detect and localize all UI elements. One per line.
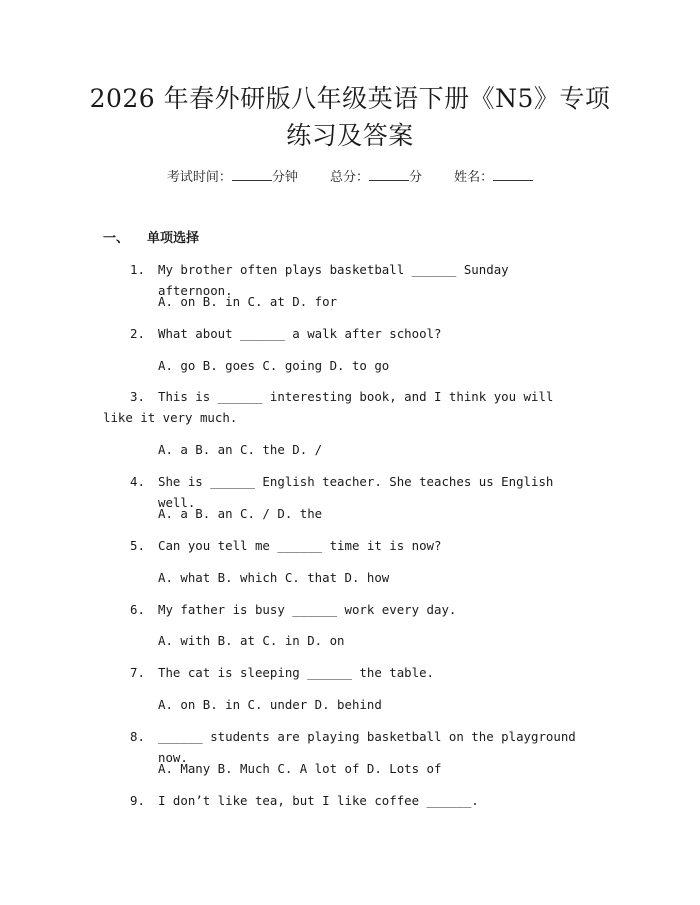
question-number: 4.	[130, 474, 145, 489]
question-5	[103, 535, 583, 556]
question-text: Can you tell me ______ time it is now?	[158, 538, 442, 553]
exam-time-label: 考试时间：	[166, 170, 232, 185]
question-1-options: A. on B. in C. at D. for	[158, 294, 338, 309]
question-5-options: A. what B. which C. that D. how	[158, 570, 390, 585]
question-text: My father is busy ______ work every day.	[158, 602, 457, 617]
document-title-line-1: 2026 年春外研版八年级英语下册《N5》专项	[89, 84, 611, 113]
student-name-blank	[493, 168, 533, 181]
question-number: 5.	[130, 538, 145, 553]
question-6	[103, 599, 583, 620]
question-text: ______ students are playing basketball on the playground now.	[158, 729, 576, 765]
question-number: 1.	[130, 262, 145, 277]
total-score-blank	[369, 168, 409, 181]
document-title-line-2: 练习及答案	[286, 121, 414, 150]
question-number: 2.	[130, 326, 145, 341]
question-number: 6.	[130, 602, 145, 617]
question-2	[103, 323, 583, 344]
question-2-options: A. go B. goes C. going D. to go	[158, 358, 390, 373]
question-text: This is ______ interesting book, and I think you will like it very much.	[103, 389, 554, 425]
exam-info-line	[0, 168, 700, 188]
question-3	[103, 386, 583, 428]
section-number: 一、	[103, 231, 130, 246]
exam-time-blank	[232, 168, 272, 181]
question-number: 8.	[130, 729, 145, 744]
total-score-label: 总分：	[329, 170, 369, 185]
question-text: She is ______ English teacher. She teaches us English well.	[158, 474, 554, 510]
section-title: 单项选择	[147, 231, 200, 246]
total-score-unit: 分	[409, 170, 423, 185]
question-text: I don’t like tea, but I like coffee ______.	[158, 793, 479, 808]
exam-time-field	[167, 168, 298, 188]
question-text: My brother often plays basketball ______ Sunday afternoon.	[158, 262, 509, 298]
question-9	[103, 790, 583, 811]
question-number: 3.	[130, 389, 145, 404]
question-7	[103, 662, 583, 683]
question-8-options: A. Many B. Much C. A lot of D. Lots of	[158, 761, 442, 776]
question-7-options: A. on B. in C. under D. behind	[158, 697, 382, 712]
question-text: What about ______ a walk after school?	[158, 326, 442, 341]
student-name-field	[454, 168, 533, 188]
question-number: 9.	[130, 793, 145, 808]
question-4-options: A. a B. an C. / D. the	[158, 506, 323, 521]
question-3-options: A. a B. an C. the D. /	[158, 442, 323, 457]
question-number: 7.	[130, 665, 145, 680]
student-name-label: 姓名：	[454, 170, 494, 185]
question-text: The cat is sleeping ______ the table.	[158, 665, 435, 680]
total-score-field	[330, 168, 422, 188]
section-heading	[103, 229, 199, 249]
question-6-options: A. with B. at C. in D. on	[158, 633, 345, 648]
exam-time-unit: 分钟	[271, 170, 298, 185]
